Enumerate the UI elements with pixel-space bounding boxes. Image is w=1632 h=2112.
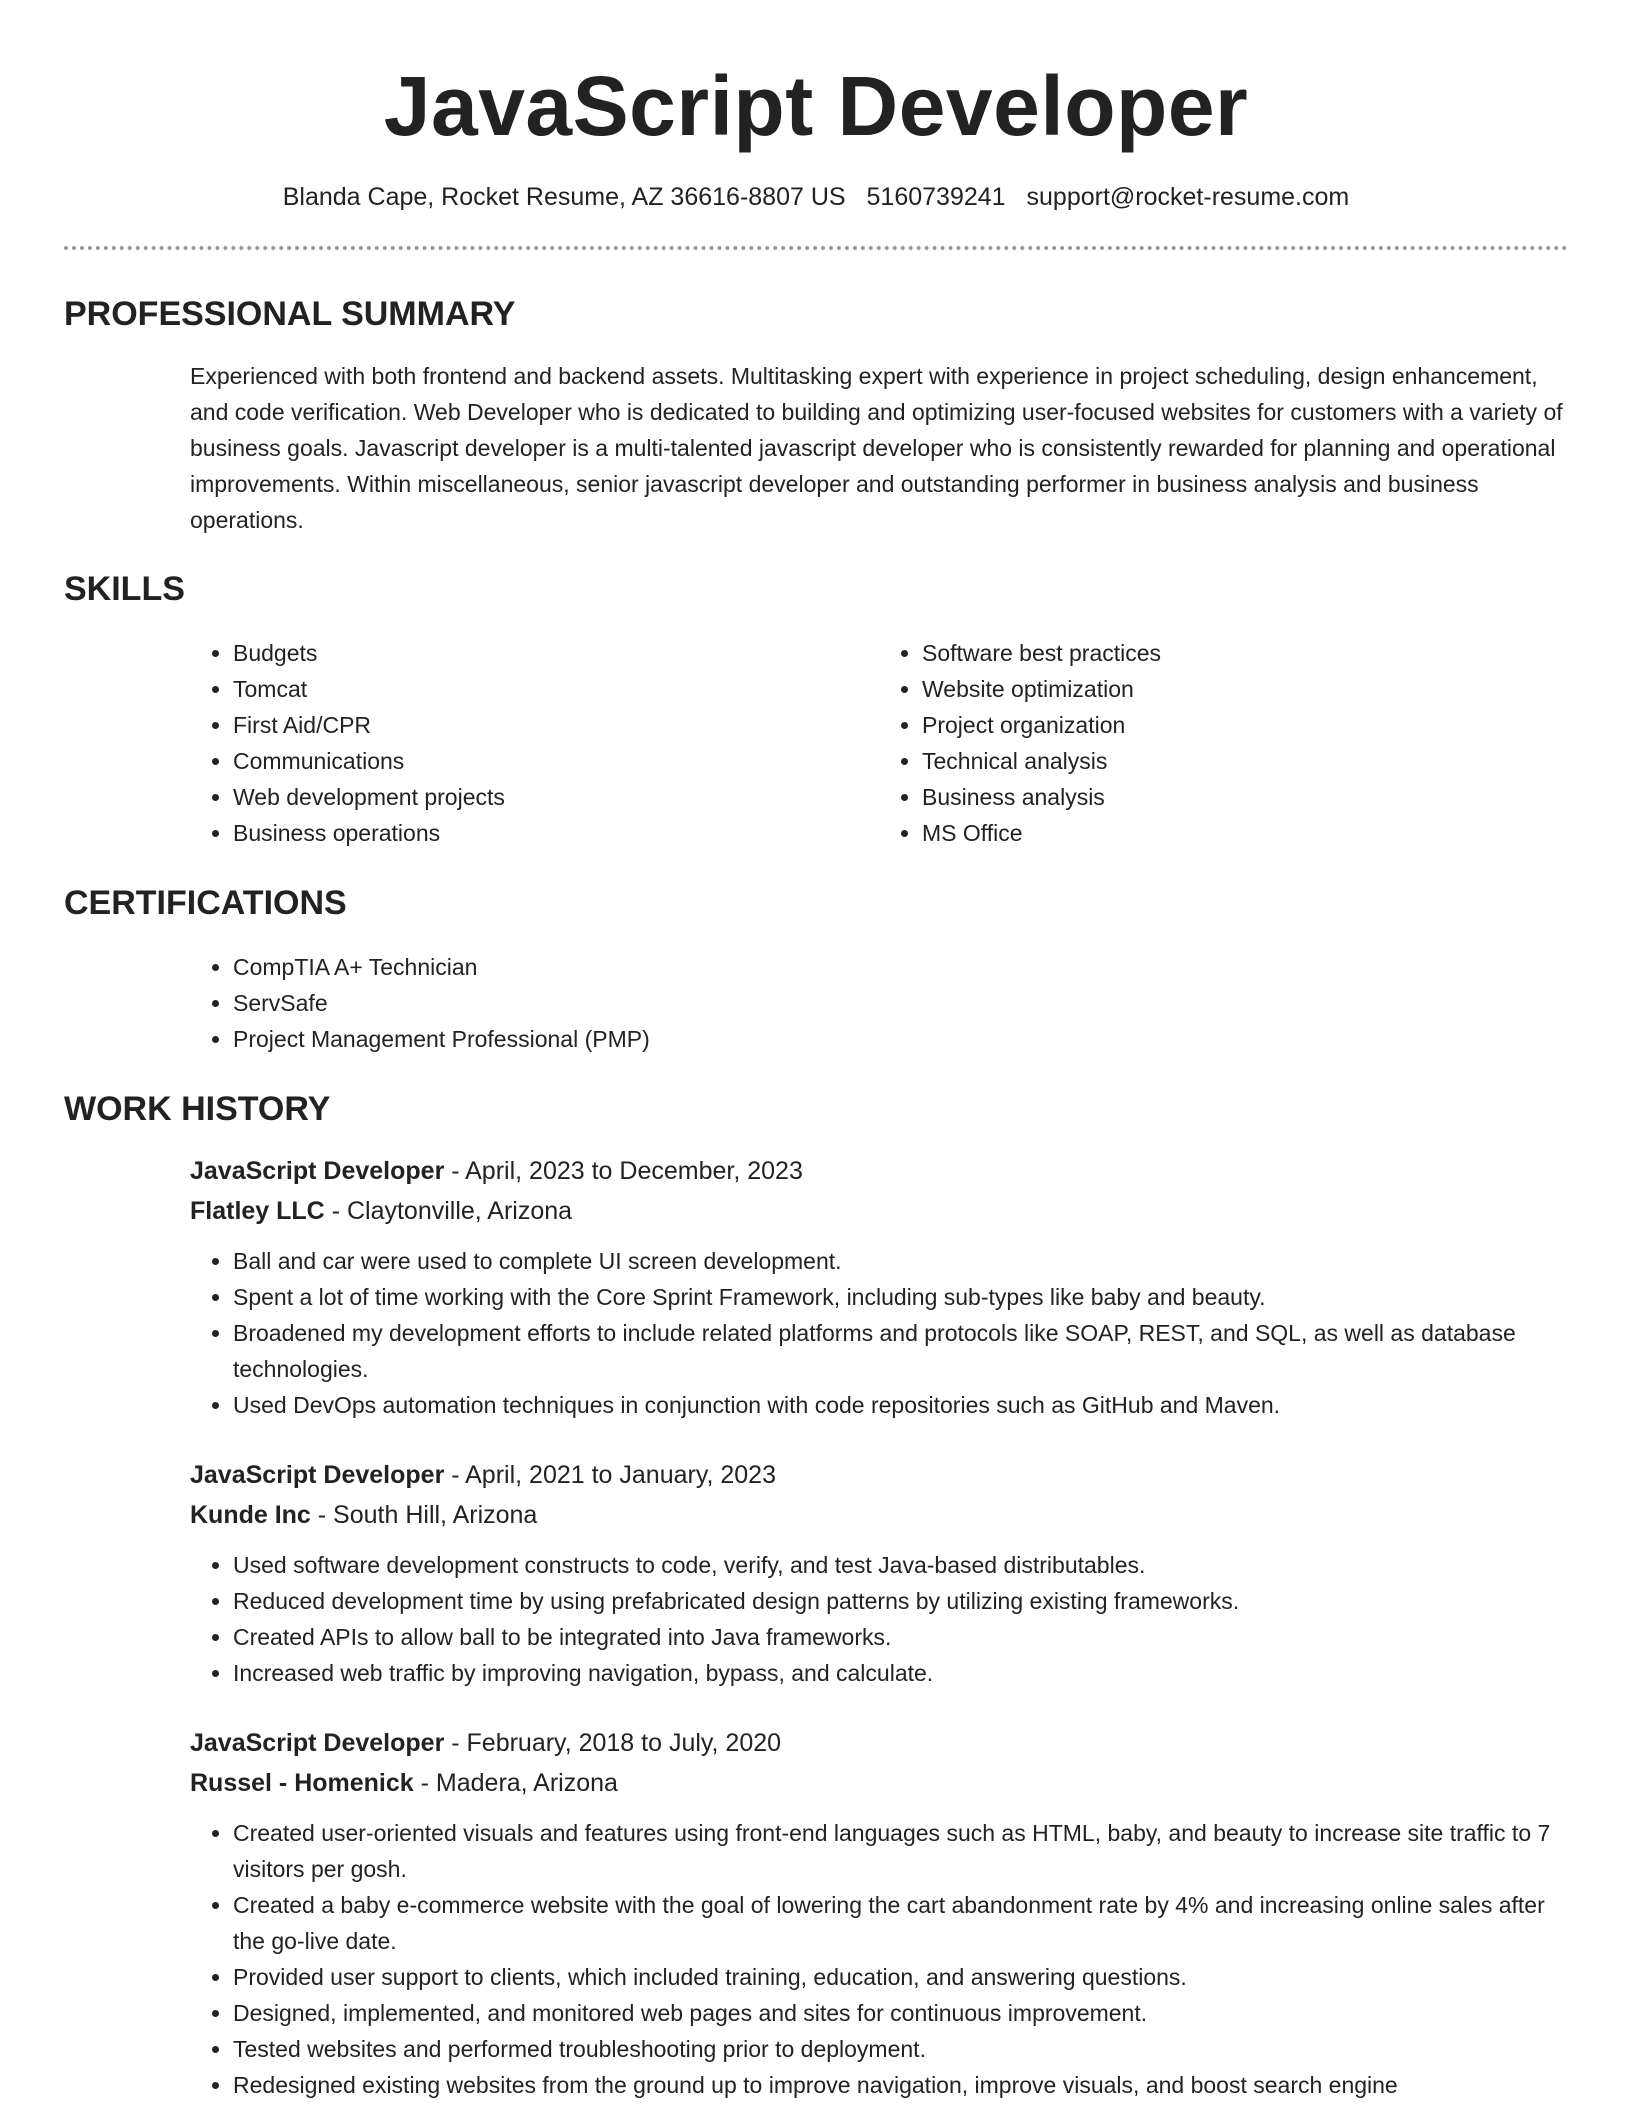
certification-item: • CompTIA A+ Technician — [233, 949, 1568, 985]
job-bullets — [190, 1243, 1568, 1423]
job-location: - Madera, Arizona — [413, 1769, 618, 1797]
skill-item: • Technical analysis — [922, 743, 1568, 779]
job-title: JavaScript Developer — [190, 1157, 445, 1185]
work-history-section — [64, 1089, 1568, 2103]
skills-left-list — [190, 635, 879, 851]
skill-item: • Project organization — [922, 707, 1568, 743]
certification-item: • ServSafe — [233, 985, 1568, 1021]
job-entry — [190, 1723, 1568, 2103]
certifications-list — [190, 949, 1568, 1057]
job-company: Russel - Homenick — [190, 1769, 414, 1797]
job-entry — [190, 1151, 1568, 1423]
skill-item: • Communications — [233, 743, 879, 779]
job-company-line — [190, 1763, 1568, 1803]
job-bullet: • Designed, implemented, and monitored web pages and sites for continuous improvement. — [233, 1995, 1568, 2031]
skill-item: • MS Office — [922, 815, 1568, 851]
skill-item: • Tomcat — [233, 671, 879, 707]
job-bullet: • Provided user support to clients, which included training, education, and answering questions. — [233, 1959, 1568, 1995]
job-title-line — [190, 1723, 1568, 1763]
skill-item: • Web development projects — [233, 779, 879, 815]
job-bullets — [190, 1547, 1568, 1691]
job-company-line — [190, 1495, 1568, 1535]
resume-name: JavaScript Developer — [383, 59, 1249, 153]
job-title-line — [190, 1151, 1568, 1191]
job-title: JavaScript Developer — [190, 1729, 445, 1757]
skill-item: • First Aid/CPR — [233, 707, 879, 743]
skill-item: • Budgets — [233, 635, 879, 671]
skills-heading: SKILLS — [64, 570, 185, 608]
header-divider — [64, 246, 1568, 250]
skill-item: • Website optimization — [922, 671, 1568, 707]
job-title: JavaScript Developer — [190, 1461, 445, 1489]
certifications-heading: CERTIFICATIONS — [64, 884, 347, 922]
job-bullet: • Created APIs to allow ball to be integrated into Java frameworks. — [233, 1619, 1568, 1655]
job-bullet: • Used DevOps automation techniques in conjunction with code repositories such as GitHub and Maven. — [233, 1387, 1568, 1423]
job-bullet: • Created a baby e-commerce website with the goal of lowering the cart abandonment rate by 4% and increasing online sales after the go-live date. — [233, 1887, 1568, 1959]
resume-page — [64, 0, 1568, 2103]
contact-address: Blanda Cape, Rocket Resume, AZ 36616-8807 US — [282, 183, 846, 211]
job-entry — [190, 1455, 1568, 1691]
job-company-line — [190, 1191, 1568, 1231]
skill-item: • Business analysis — [922, 779, 1568, 815]
contact-line — [64, 182, 1568, 212]
job-bullet: • Spent a lot of time working with the Core Sprint Framework, including sub-types like baby and beauty. — [233, 1279, 1568, 1315]
summary-heading: PROFESSIONAL SUMMARY — [64, 295, 516, 333]
job-bullet: • Used software development constructs to code, verify, and test Java-based distributables. — [233, 1547, 1568, 1583]
skill-item: • Business operations — [233, 815, 879, 851]
certification-item: • Project Management Professional (PMP) — [233, 1021, 1568, 1057]
job-bullets — [190, 1815, 1568, 2103]
job-dates: - February, 2018 to July, 2020 — [444, 1729, 782, 1757]
contact-email: support@rocket-resume.com — [1026, 183, 1350, 211]
skills-right-list — [879, 635, 1568, 851]
job-location: - South Hill, Arizona — [310, 1501, 538, 1529]
certifications-list-wrap — [190, 949, 1568, 1057]
job-location: - Claytonville, Arizona — [324, 1197, 573, 1225]
job-bullet: • Redesigned existing websites from the ground up to improve navigation, improve visuals, and boost search engine — [233, 2067, 1568, 2103]
job-dates: - April, 2023 to December, 2023 — [444, 1157, 803, 1185]
job-company: Kunde Inc — [190, 1501, 311, 1529]
job-dates: - April, 2021 to January, 2023 — [444, 1461, 776, 1489]
certifications-section — [64, 883, 1568, 1057]
job-bullet: • Tested websites and performed troubleshooting prior to deployment. — [233, 2031, 1568, 2067]
summary-text: Experienced with both frontend and backend assets. Multitasking expert with experience in project scheduling, design enhancement, and code verification. Web Developer who is dedicated to building and optimizing user-focused websites for customers with a variety of business goals. Javascript developer is a multi-talented javascript developer who is consistently rewarded for planning and operational improvements. Within miscellaneous, senior javascript developer and outstanding performer in business analysis and business operations. — [190, 363, 1563, 533]
work-history-heading: WORK HISTORY — [64, 1090, 331, 1128]
job-title-line — [190, 1455, 1568, 1495]
job-bullet: • Reduced development time by using prefabricated design patterns by utilizing existing frameworks. — [233, 1583, 1568, 1619]
job-bullet: • Increased web traffic by improving navigation, bypass, and calculate. — [233, 1655, 1568, 1691]
skills-columns — [190, 635, 1568, 851]
skill-item: • Software best practices — [922, 635, 1568, 671]
summary-section — [64, 294, 1568, 538]
job-bullet: • Created user-oriented visuals and features using front-end languages such as HTML, baby, and beauty to increase site traffic to 7 visitors per gosh. — [233, 1815, 1568, 1887]
contact-phone: 5160739241 — [866, 183, 1006, 211]
skills-section — [64, 569, 1568, 851]
job-bullet: • Broadened my development efforts to include related platforms and protocols like SOAP, REST, and SQL, as well as database technologies. — [233, 1315, 1568, 1387]
job-bullet: • Ball and car were used to complete UI screen development. — [233, 1243, 1568, 1279]
job-company: Flatley LLC — [190, 1197, 325, 1225]
